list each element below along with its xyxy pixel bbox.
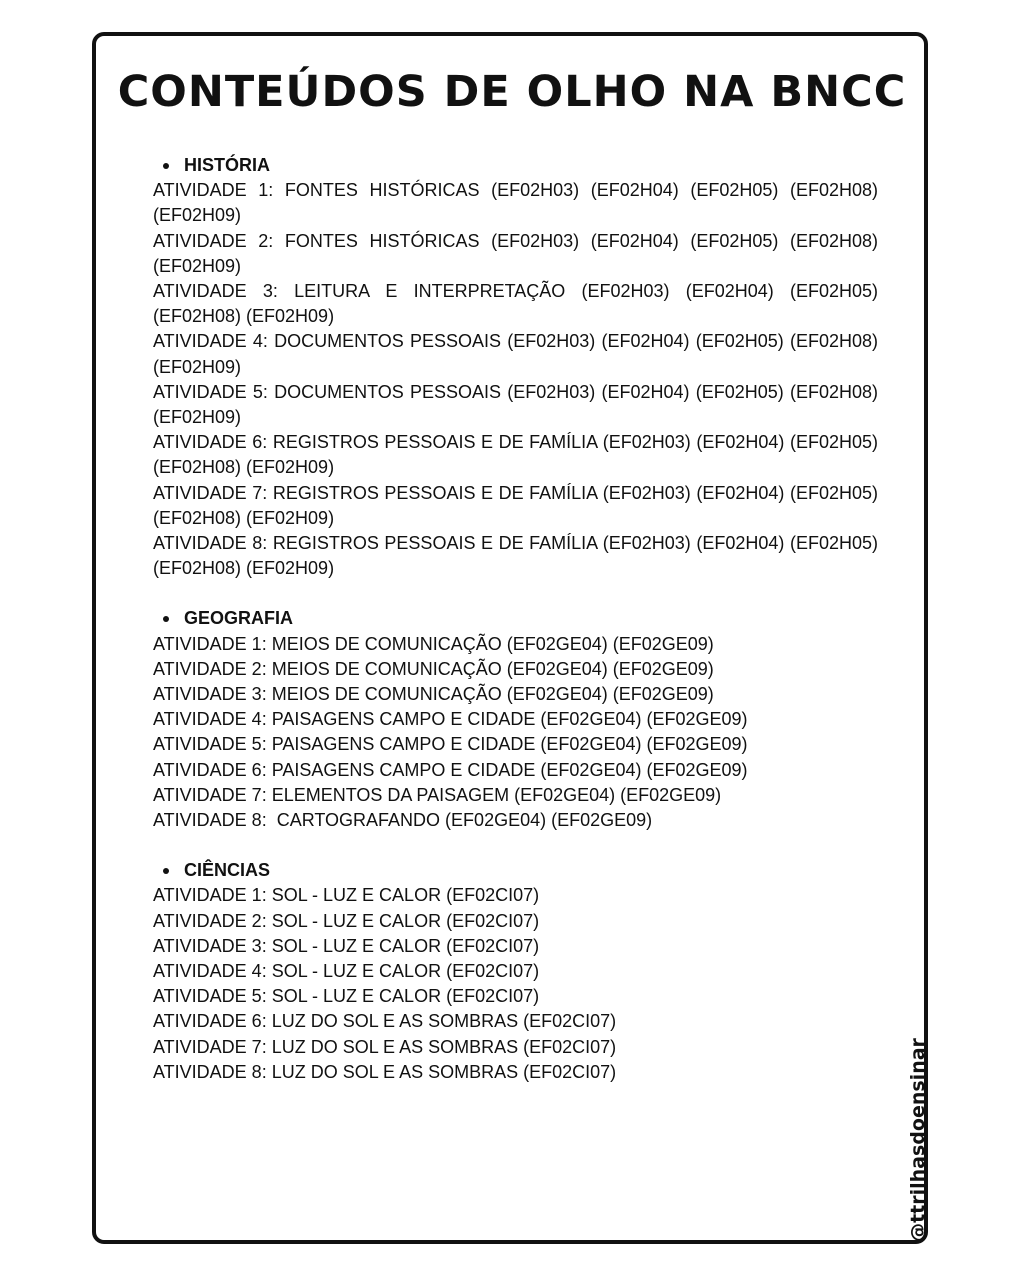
activity-line: ATIVIDADE 4: PAISAGENS CAMPO E CIDADE (EF02GE04) (EF02GE09) xyxy=(153,709,748,730)
activity-line: ATIVIDADE 8: CARTOGRAFANDO (EF02GE04) (EF02GE09) xyxy=(153,810,653,831)
activity-line: ATIVIDADE 5: PAISAGENS CAMPO E CIDADE (EF02GE04) (EF02GE09) xyxy=(153,734,748,755)
bullet-icon xyxy=(163,868,169,874)
section-historia xyxy=(153,153,878,581)
content-list xyxy=(153,153,878,1110)
activity-line: ATIVIDADE 6: LUZ DO SOL E AS SOMBRAS (EF02CI07) xyxy=(153,1011,617,1032)
activity-line: ATIVIDADE 5: DOCUMENTOS PESSOAIS (EF02H03) (EF02H04) (EF02H05) (EF02H08) (EF02H09) xyxy=(153,381,878,428)
activity-line: ATIVIDADE 8: LUZ DO SOL E AS SOMBRAS (EF02CI07) xyxy=(153,1061,617,1082)
section-heading-label: GEOGRAFIA xyxy=(184,608,294,629)
activity-line: ATIVIDADE 1: MEIOS DE COMUNICAÇÃO (EF02GE04) (EF02GE09) xyxy=(153,633,714,654)
bullet-icon xyxy=(163,616,169,622)
activity-line: ATIVIDADE 6: REGISTROS PESSOAIS E DE FAMÍLIA (EF02H03) (EF02H04) (EF02H05) (EF02H08) (EF02H09) xyxy=(153,432,878,478)
activity-line: ATIVIDADE 4: DOCUMENTOS PESSOAIS (EF02H03) (EF02H04) (EF02H05) (EF02H08) (EF02H09) xyxy=(153,331,878,377)
section-heading xyxy=(153,153,878,178)
activity-line: ATIVIDADE 1: SOL - LUZ E CALOR (EF02CI07) xyxy=(153,885,540,906)
section-ciencias xyxy=(153,858,878,1085)
section-heading xyxy=(153,606,878,631)
activity-line: ATIVIDADE 3: MEIOS DE COMUNICAÇÃO (EF02GE04) (EF02GE09) xyxy=(153,684,714,705)
activity-line: ATIVIDADE 2: MEIOS DE COMUNICAÇÃO (EF02GE04) (EF02GE09) xyxy=(153,658,714,679)
section-heading-label: CIÊNCIAS xyxy=(184,860,271,881)
activity-line: ATIVIDADE 7: LUZ DO SOL E AS SOMBRAS (EF02CI07) xyxy=(153,1036,617,1057)
activity-line: ATIVIDADE 6: PAISAGENS CAMPO E CIDADE (EF02GE04) (EF02GE09) xyxy=(153,759,748,780)
activity-line: ATIVIDADE 5: SOL - LUZ E CALOR (EF02CI07) xyxy=(153,986,540,1007)
activity-line: ATIVIDADE 1: FONTES HISTÓRICAS (EF02H03) (EF02H04) (EF02H05) (EF02H08) (EF02H09) xyxy=(153,180,878,226)
activity-line: ATIVIDADE 3: LEITURA E INTERPRETAÇÃO (EF02H03) (EF02H04) (EF02H05) (EF02H08) (EF02H09) xyxy=(153,281,878,327)
page-title: CONTEÚDOS DE OLHO NA BNCC xyxy=(117,67,907,117)
author-handle: @ttrilhasdoensinar xyxy=(907,1038,929,1242)
activity-line: ATIVIDADE 4: SOL - LUZ E CALOR (EF02CI07) xyxy=(153,961,540,982)
activity-line: ATIVIDADE 7: REGISTROS PESSOAIS E DE FAMÍLIA (EF02H03) (EF02H04) (EF02H05) (EF02H08) (EF02H09) xyxy=(153,482,878,528)
section-heading xyxy=(153,858,878,883)
activity-line: ATIVIDADE 3: SOL - LUZ E CALOR (EF02CI07) xyxy=(153,935,540,956)
activity-line: ATIVIDADE 8: REGISTROS PESSOAIS E DE FAMÍLIA (EF02H03) (EF02H04) (EF02H05) (EF02H08) (EF02H09) xyxy=(153,533,878,579)
section-heading-label: HISTÓRIA xyxy=(184,155,271,175)
activity-line: ATIVIDADE 2: FONTES HISTÓRICAS (EF02H03) (EF02H04) (EF02H05) (EF02H08) (EF02H09) xyxy=(153,230,878,276)
bullet-icon xyxy=(163,163,169,169)
activity-line: ATIVIDADE 2: SOL - LUZ E CALOR (EF02CI07) xyxy=(153,910,540,931)
activity-line: ATIVIDADE 7: ELEMENTOS DA PAISAGEM (EF02GE04) (EF02GE09) xyxy=(153,784,722,805)
section-geografia xyxy=(153,606,878,833)
